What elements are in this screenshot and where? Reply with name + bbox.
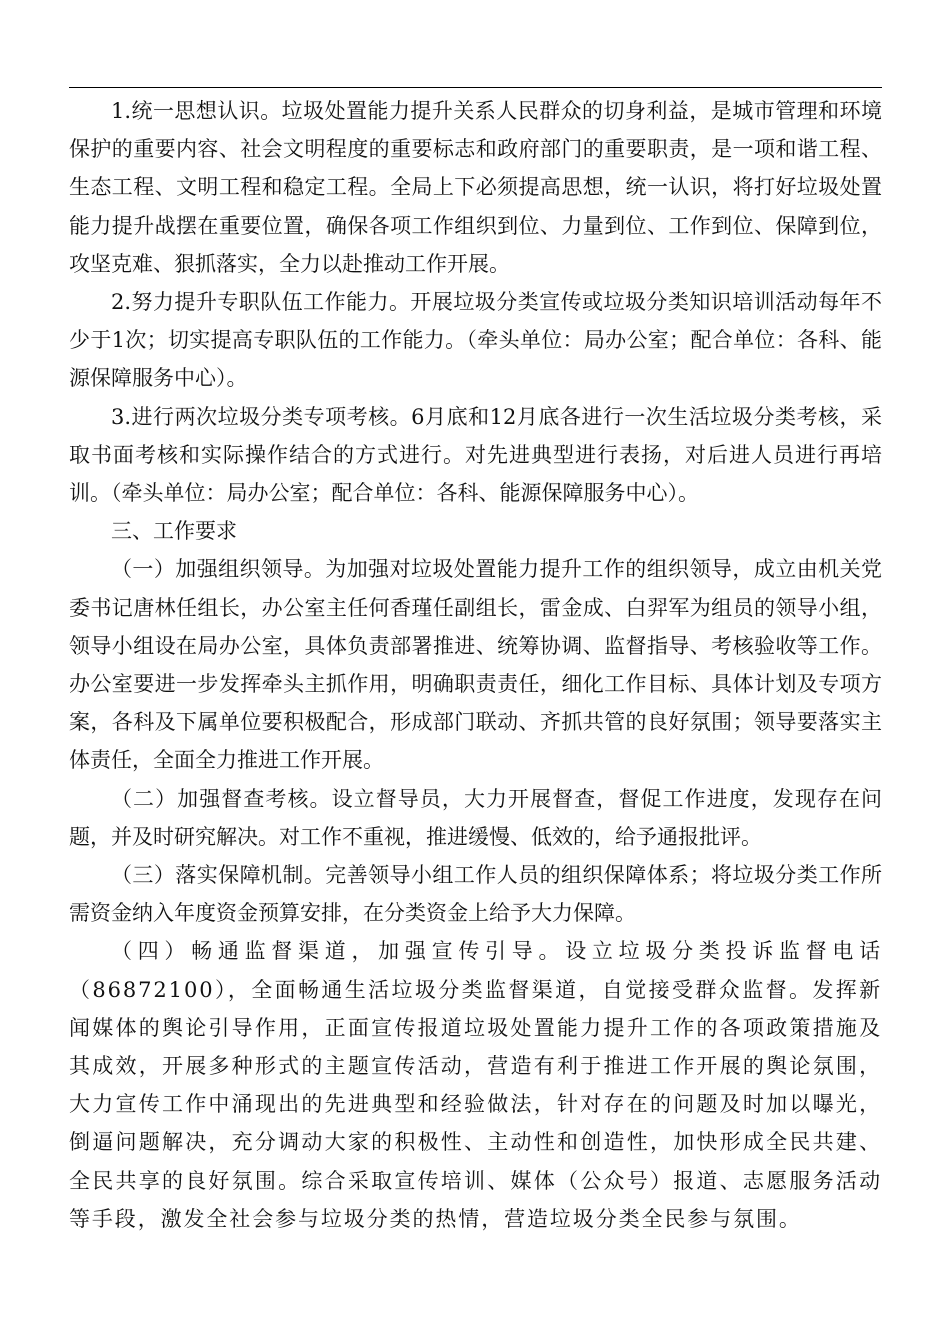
paragraph-unify-thinking: 1.统一思想认识。垃圾处置能力提升关系人民群众的切身利益，是城市管理和环境保护的重要内容、社会文明程度的重要标志和政府部门的重要职责，是一项和谐工程、生态工程、文明工程和稳定工程。全局上下必须提高思想，统一认识，将打好垃圾处置能力提升战摆在重要位置，确保各项工作组织到位、力量到位、工作到位、保障到位，攻坚克难、狠抓落实，全力以赴推动工作开展。 [69,99,882,276]
paragraph-team-capability: 2.努力提升专职队伍工作能力。开展垃圾分类宣传或垃圾分类知识培训活动每年不少于1次；切实提高专职队伍的工作能力。（牵头单位：局办公室；配合单位：各科、能源保障服务中心）。 [69,290,882,391]
paragraph-guarantee-mechanism: （三）落实保障机制。完善领导小组工作人员的组织保障体系；将垃圾分类工作所需资金纳入年度资金预算安排，在分类资金上给予大力保障。 [69,863,882,926]
section-heading-work-requirements: 三、工作要求 [111,519,237,544]
header-rule [69,87,882,88]
paragraph-supervision-assessment: （二）加强督查考核。设立督导员，大力开展督查，督促工作进度，发现存在问题，并及时研究解决。对工作不重视，推进缓慢、低效的，给予通报批评。 [69,786,882,849]
paragraph-special-assessment: 3.进行两次垃圾分类专项考核。6月底和12月底各进行一次生活垃圾分类考核，采取书面考核和实际操作结合的方式进行。对先进典型进行表扬，对后进人员进行再培训。（牵头单位：局办公室；配合单位：各科、能源保障服务中心）。 [69,404,882,506]
document-body [69,92,882,1238]
paragraph-supervision-channels: （四）畅通监督渠道，加强宣传引导。设立垃圾分类投诉监督电话（86872100），全面畅通生活垃圾分类监督渠道，自觉接受群众监督。发挥新闻媒体的舆论引导作用，正面宣传报道垃圾处置能力提升工作的各项政策措施及其成效，开展多种形式的主题宣传活动，营造有利于推进工作开展的舆论氛围，大力宣传工作中涌现出的先进典型和经验做法，针对存在的问题及时加以曝光，倒逼问题解决，充分调动大家的积极性、主动性和创造性，加快形成全民共建、全民共享的良好氛围。综合采取宣传培训、媒体（公众号）报道、志愿服务活动等手段，激发全社会参与垃圾分类的热情，营造垃圾分类全民参与氛围。 [69,939,882,1231]
paragraph-organization-leadership: （一）加强组织领导。为加强对垃圾处置能力提升工作的组织领导，成立由机关党委书记唐林任组长，办公室主任何香瑾任副组长，雷金成、白羿军为组员的领导小组，领导小组设在局办公室，具体负责部署推进、统筹协调、监督指导、考核验收等工作。办公室要进一步发挥牵头主抓作用，明确职责责任，细化工作目标、具体计划及专项方案，各科及下属单位要积极配合，形成部门联动、齐抓共管的良好氛围；领导要落实主体责任，全面全力推进工作开展。 [69,557,882,773]
